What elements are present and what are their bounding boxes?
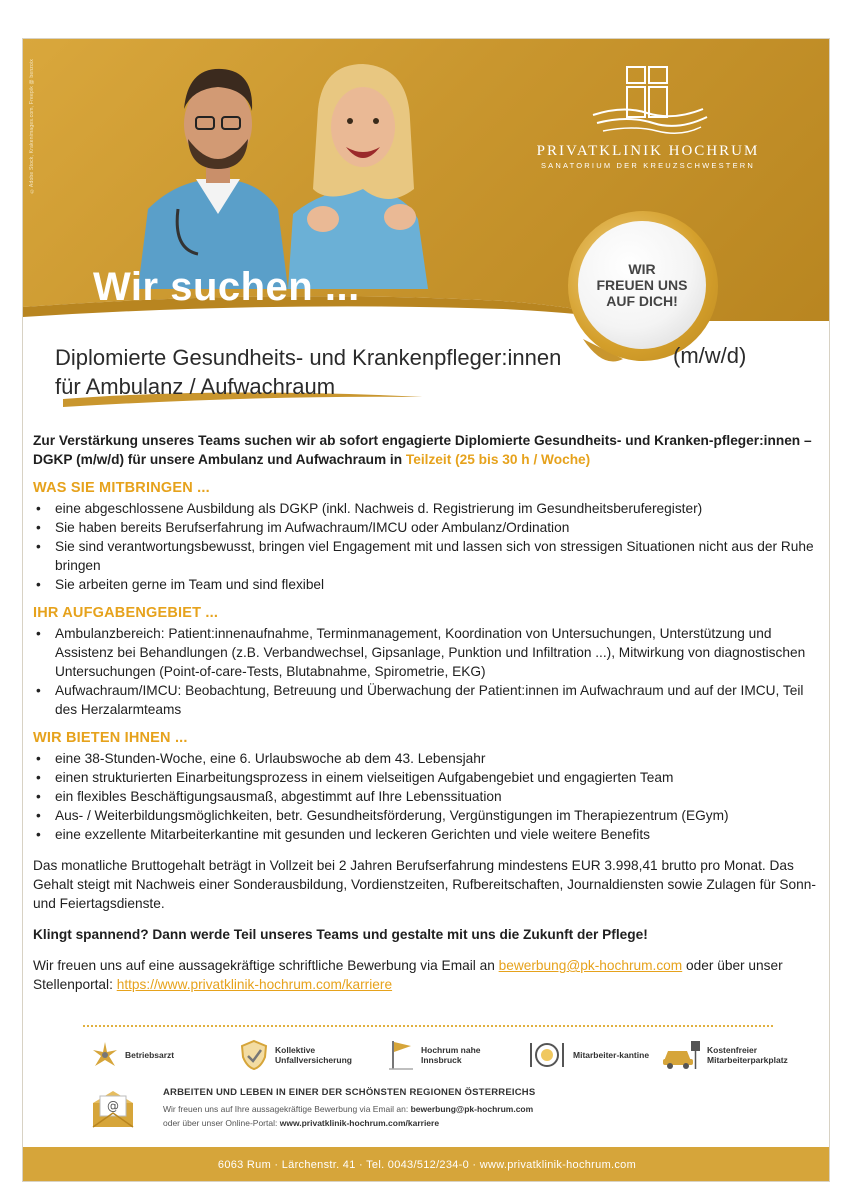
benefit-label: Betriebsarzt [125,1050,175,1060]
intro-text [33,431,823,469]
clinic-name: PRIVATKLINIK HOCHRUM [536,143,760,159]
photo-credit: ©Adobe Stock, Krakenimages.com, Freepik @ benzoix [29,59,35,194]
benefit-label: Kostenfreier Mitarbeiterparkplatz [707,1045,788,1065]
benefits-row [91,1037,791,1073]
badge-line-1: WIR [628,260,656,277]
intro-body: Zur Verstärkung unseres Teams suchen wir ab sofort engagierte Diplomierte Gesundheits- und Kranken-pfleger:innen – DGKP (m/w/d) für unsere Ambulanz und Aufwachraum in [33,433,812,467]
email-link[interactable]: bewerbung@pk-hochrum.com [498,958,683,973]
list-item: • eine abgeschlossene Ausbildung als DGKP (inkl. Nachweis d. Registrierung im Gesundheitsberuferegister) [33,499,823,518]
benefit-item [239,1037,365,1073]
list-item: • Aus- / Weiterbildungsmöglichkeiten, betr. Gesundheitsförderung, Vergünstigungen im Therapiezentrum (EGym) [33,806,823,825]
shield-icon [239,1039,269,1071]
job-title [55,343,561,401]
mail-icon [91,1089,135,1129]
benefit-label: Mitarbeiter-kantine [573,1050,650,1060]
call-to-action: Klingt spannend? Dann werde Teil unseres Teams und gestalte mit uns die Zukunft der Pflege! [33,927,648,942]
contact-email[interactable]: bewerbung@pk-hochrum.com [410,1104,534,1114]
part-time-highlight: Teilzeit (25 bis 30 h / Woche) [405,452,591,467]
svg-text:@: @ [107,1099,119,1113]
list-item: • Aufwachraum/IMCU: Beobachtung, Betreuung und Überwachung der Patient:innen im Aufwachraum und auf der IMCU, Teil des Herzalarmteams [33,681,823,719]
apply-text-middle: oder über unser Stellenportal: [33,958,783,992]
list-item: • einen strukturierten Einarbeitungsprozess in einem vielseitigen Aufgabengebiet und engagierten Team [33,768,823,787]
list-item: • Sie sind verantwortungsbewusst, bringen viel Engagement mit und lassen sich von stressigen Situationen nicht aus der Ruhe bringen [33,537,823,575]
apply-text [33,956,823,994]
list-item: • Sie arbeiten gerne im Team und sind flexibel [33,575,823,594]
list-item: • ein flexibles Beschäftigungsausmaß, abgestimmt auf Ihre Lebenssituation [33,787,823,806]
clinic-logo-icon [583,65,713,139]
list-item: • Sie haben bereits Berufserfahrung im Aufwachraum/IMCU oder Ambulanz/Ordination [33,518,823,537]
offer-list [33,749,823,844]
job-title-line-1: Diplomierte Gesundheits- und Krankenpfleger:innen [55,345,562,370]
list-item: • eine exzellente Mitarbeiterkantine mit gesunden und leckeren Gerichten und viele weitere Benefits [33,825,823,844]
footer-address: 6063 Rum · Lärchenstr. 41 · Tel. 0043/512/234-0 · www.privatklinik-hochrum.com [217,1159,637,1171]
badge-line-3: AUF DICH! [606,293,678,310]
benefit-label: Hochrum nahe Innsbruck [421,1045,481,1065]
benefit-item [91,1037,215,1073]
list-item: • Ambulanzbereich: Patient:innenaufnahme, Terminmanagement, Koordination von Untersuchungen, Unterstützung und Assistenz bei Behandlungen (z.B. Verbandwechsel, Gipsanlage, Punktion und Infiltration ...), Mitwirkung von diagnostischen Untersuchungen (Point-of-care-Tests, Blutabnahme, Spirometrie, EKG) [33,624,823,681]
section-heading-tasks: IHR AUFGABENGEBIET ... [33,605,219,621]
footer-bar [23,1147,830,1182]
welcome-badge [578,221,706,349]
job-title-line-2: für Ambulanz / Aufwachraum [55,374,336,399]
section-heading-requirements: WAS SIE MITBRINGEN ... [33,480,210,496]
gender-note: (m/w/d) [673,343,747,368]
tasks-list [33,624,823,719]
plate-icon [527,1040,567,1070]
doctor-icon [91,1040,119,1070]
headline: Wir suchen ... [93,265,360,309]
benefit-item [527,1037,663,1073]
contact-line-1-text: Wir freuen uns auf Ihre aussagekräftige Bewerbung via Email an: [163,1104,409,1114]
list-item: • eine 38-Stunden-Woche, eine 6. Urlaubswoche ab dem 43. Lebensjahr [33,749,823,768]
career-portal-link[interactable]: https://www.privatklinik-hochrum.com/karriere [116,977,393,992]
section-heading-offer: WIR BIETEN IHNEN ... [33,730,188,746]
job-description [33,431,823,994]
apply-text-before: Wir freuen uns auf eine aussagekräftige schriftliche Bewerbung via Email an [33,958,495,973]
requirements-list [33,499,823,594]
clinic-subtitle: SANATORIUM DER KREUZSCHWESTERN [540,161,756,170]
benefit-item [387,1037,511,1073]
dotted-divider [83,1025,773,1027]
parking-icon [661,1039,701,1071]
benefit-item [661,1037,797,1073]
clinic-logo [513,65,783,170]
salary-text: Das monatliche Bruttogehalt beträgt in Vollzeit bei 2 Jahren Berufserfahrung mindestens EUR 3.998,41 brutto pro Monat. Das Gehalt steigt mit Nachweis einer Sonderausbildung, Vordienstzeiten, Rufbereitschaften, Journaldiensten sowie Zulagen für Sonn- und Feiertagsdienste. [33,858,816,911]
contact-line-1 [163,1104,533,1114]
badge-line-2: FREUEN UNS [596,276,688,293]
contact-line-2-text: oder über unser Online-Portal: [163,1118,278,1128]
flag-icon [387,1039,415,1071]
contact-block [91,1087,711,1137]
contact-line-2 [163,1118,439,1128]
contact-heading: ARBEITEN UND LEBEN IN EINER DER SCHÖNSTEN REGIONEN ÖSTERREICHS [163,1087,536,1098]
job-poster [22,38,830,1182]
benefit-label: Kollektive Unfallversicherung [275,1045,352,1065]
contact-portal-url[interactable]: www.privatklinik-hochrum.com/karriere [279,1118,440,1128]
